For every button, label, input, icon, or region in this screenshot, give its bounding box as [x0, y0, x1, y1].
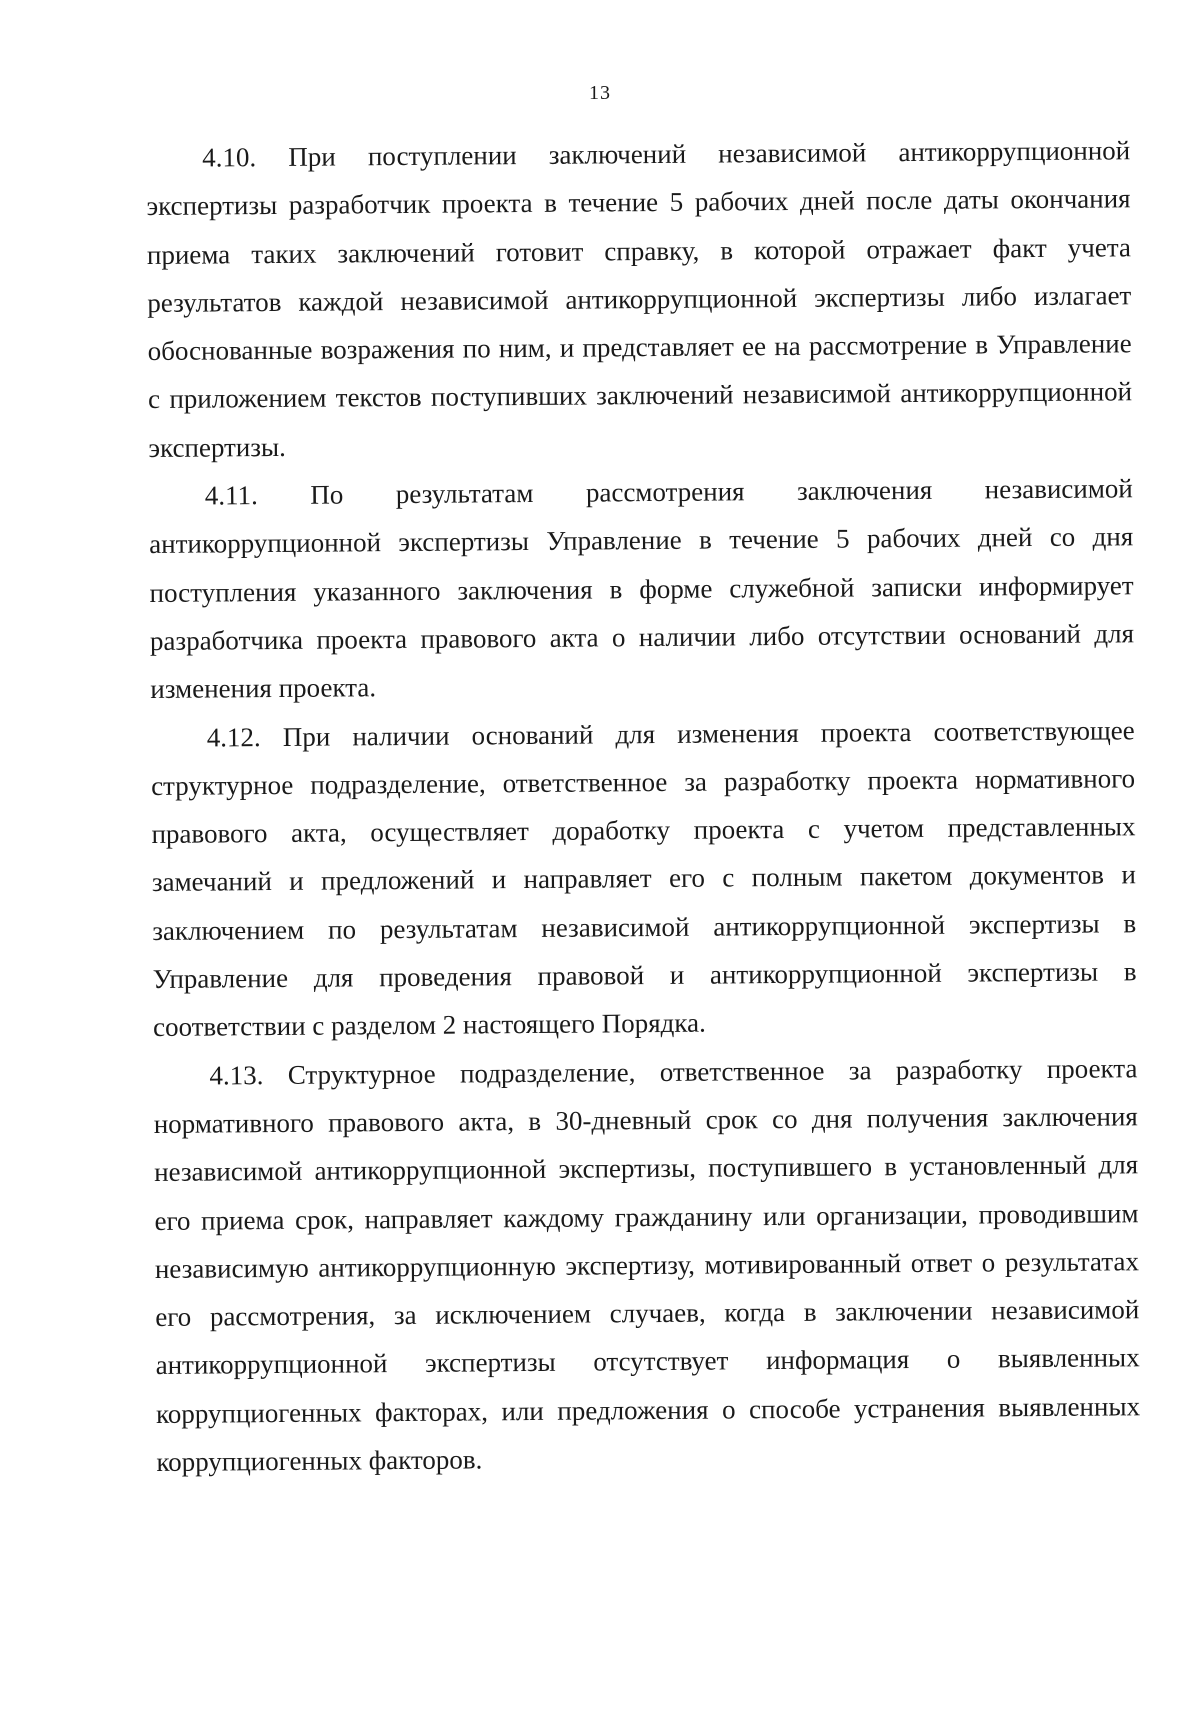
paragraph-text: По результатам рассмотрения заключения независимой антикоррупционной экспертизы Управление в течение 5 рабочих дней со дня поступления указанного заключения в форме служебной записки информирует разработчика проекта правового акта о наличии либо отсутствии оснований для изменения проекта. [149, 473, 1135, 705]
paragraph-text: При поступлении заключений независимой антикоррупционной экспертизы разработчик проекта в течение 5 рабочих дней после даты окончания приема таких заключений готовит справку, в которой отражает факт учета результатов каждой независимой антикоррупционной экспертизы либо излагает обоснованные возражения по ним, и представляет ее на рассмотрение в Управление с приложением текстов поступивших заключений независимой антикоррупционной экспертизы. [146, 135, 1133, 463]
paragraph-4-11 [149, 464, 1135, 713]
paragraph-4-12 [151, 706, 1138, 1052]
page-number: 13 [589, 82, 611, 104]
paragraph-text: Структурное подразделение, ответственное за разработку проекта нормативного правового акта, в 30-дневный срок со дня получения заключения независимой антикоррупционной экспертизы, поступившего в установленный для его приема срок, направляет каждому гражданину или организации, проводившим независимую антикоррупционную экспертизу, мотивированный ответ о результатах его рассмотрения, за исключением случаев, когда в заключении независимой антикоррупционной экспертизы отсутствует информация о выявленных коррупциогенных факторах, или предложения о способе устранения выявленных коррупциогенных факторов. [153, 1052, 1141, 1477]
paragraph-4-13 [153, 1044, 1140, 1486]
paragraph-number: 4.11. [204, 480, 258, 511]
paragraph-4-10 [146, 126, 1133, 472]
paragraph-number: 4.12. [206, 721, 261, 753]
paragraph-text: При наличии оснований для изменения проекта соответствующее структурное подразделение, ответственное за разработку проекта нормативного правового акта, осуществляет доработку проекта с учетом представленных замечаний и предложений и направляет его с полным пакетом документов и заключением по результатам независимой антикоррупционной экспертизы в Управление для проведения правовой и антикоррупционной экспертизы в соответствии с разделом 2 настоящего Порядка. [151, 714, 1137, 1043]
paragraph-number: 4.13. [209, 1059, 264, 1091]
document-body [146, 126, 1141, 1486]
paragraph-number: 4.10. [202, 142, 257, 173]
